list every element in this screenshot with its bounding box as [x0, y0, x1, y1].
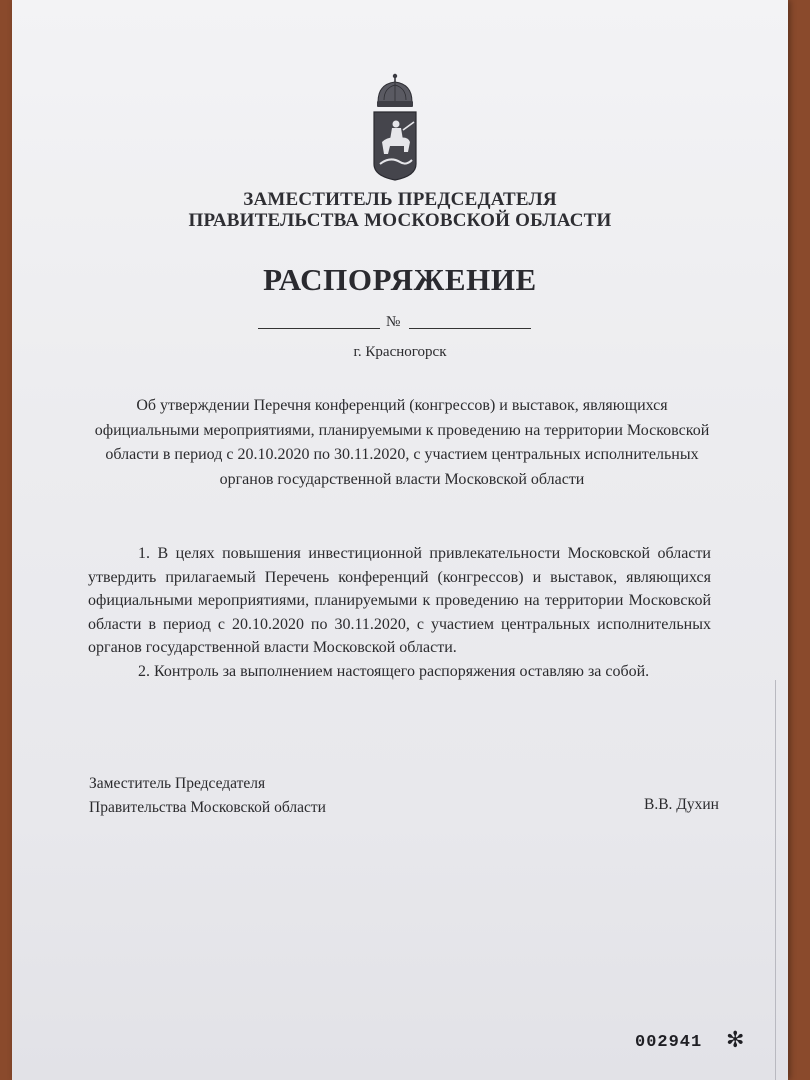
page-edge-shadow [775, 680, 776, 1080]
document-page [12, 0, 788, 1080]
document-type-title: РАСПОРЯЖЕНИЕ [263, 262, 537, 297]
signatory-position-line-1: Заместитель Председателя [89, 775, 266, 792]
document-subject: Об утверждении Перечня конференций (конгрессов) и выставок, являющихся официальными мероприятиями, планируемыми к проведению на территории Московской области в период с 20.10.2020 по 30.11.2020, с участием центральных исполнительных органов государственной власти Московской области [94, 397, 710, 488]
header-line-2: ПРАВИТЕЛЬСТВА МОСКОВСКОЙ ОБЛАСТИ [188, 210, 612, 231]
date-blank [258, 328, 380, 329]
signatory-name: В.В. Духин [644, 796, 719, 813]
body-item-2: 2. Контроль за выполнением настоящего распоряжения оставляю за собой. [138, 662, 650, 680]
body-item-1: 1. В целях повышения инвестиционной привлекательности Московской области утвердить прилагаемый Перечень конференций (конгрессов) и выставок, являющихся официальными мероприятиями, планируемыми к проведению на территории Московской области в период с 20.10.2020 по 30.11.2020, с участием центральных исполнительных органов государственной власти Московской области. [88, 545, 711, 656]
signatory-position-line-2: Правительства Московской области [89, 799, 326, 816]
number-blank [409, 328, 531, 329]
moscow-oblast-coat-of-arms-icon [370, 72, 420, 182]
serial-number: 002941 [635, 1033, 703, 1052]
date-number-line [258, 314, 558, 334]
city-line: г. Красногорск [353, 344, 447, 360]
serial-mark-icon: ✻ [726, 1028, 745, 1053]
signatory-position [89, 772, 326, 820]
document-body [88, 542, 711, 683]
header-line-1: ЗАМЕСТИТЕЛЬ ПРЕДСЕДАТЕЛЯ [243, 189, 557, 210]
number-sign: № [386, 314, 401, 330]
